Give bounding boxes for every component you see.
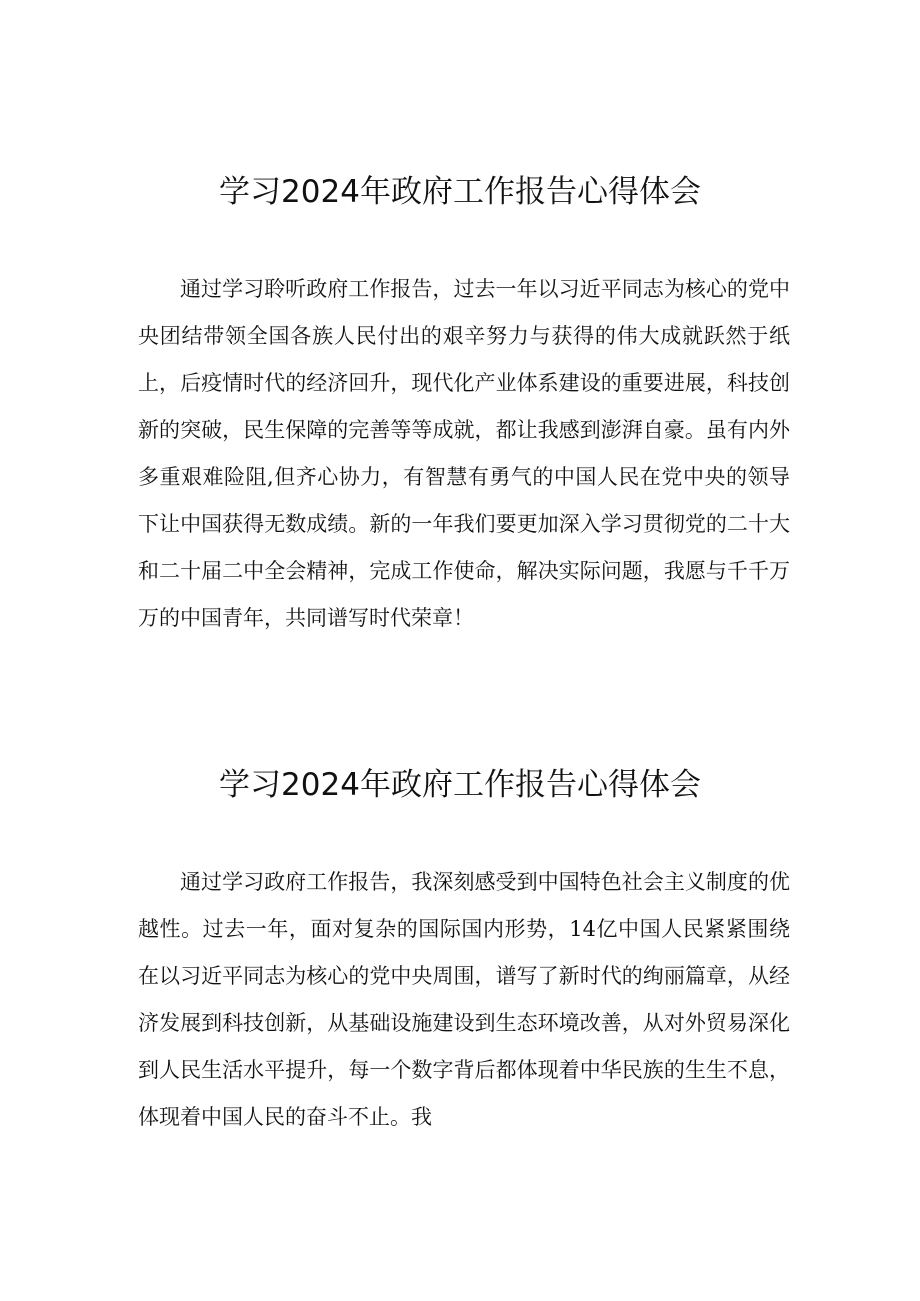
section-2-paragraph: 通过学习政府工作报告，我深刻感受到中国特色社会主义制度的优越性。过去一年，面对复杂的国际国内形势，14亿中国人民紧紧围绕在以习近平同志为核心的党中央周围，谱写了新时代的绚丽篇章，从经济发展到科技创新，从基础设施建设到生态环境改善，从对外贸易深化到人民生活水平提升，每一个数字背后都体现着中华民族的生生不息，体现着中国人民的奋斗不止。我 [138,870,790,1129]
section-1-paragraph: 通过学习聆听政府工作报告，过去一年以习近平同志为核心的党中央团结带领全国各族人民付出的艰辛努力与获得的伟大成就跃然于纸上，后疫情时代的经济回升，现代化产业体系建设的重要进展，科技创新的突破，民生保障的完善等等成就，都让我感到澎湃自豪。虽有内外多重艰难险阻,但齐心协力，有智慧有勇气的中国人民在党中央的领导下让中国获得无数成绩。新的一年我们要更加深入学习贯彻党的二十大和二十届二中全会精神，完成工作使命，解决实际问题，我愿与千千万万的中国青年，共同谱写时代荣章！ [138,277,790,630]
section-2-title: 学习2024年政府工作报告心得体会 [219,767,701,803]
section-1-title: 学习2024年政府工作报告心得体会 [219,174,701,210]
